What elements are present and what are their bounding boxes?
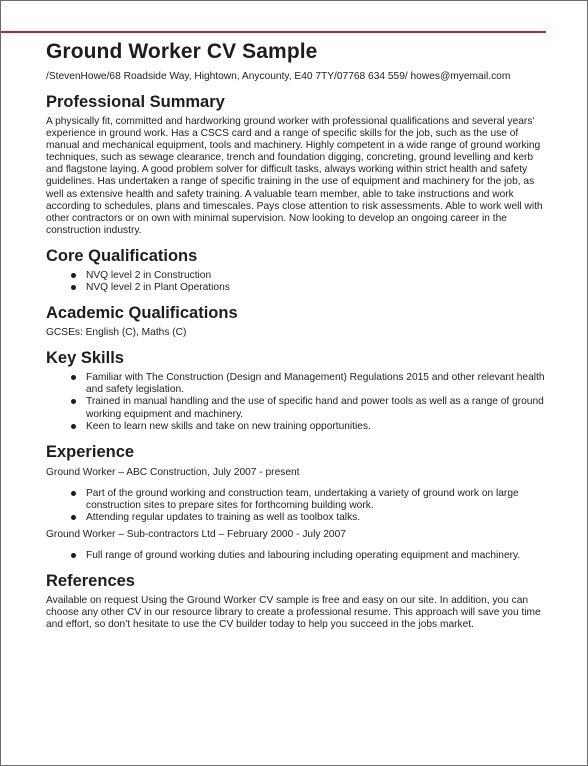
list-item-text: Keen to learn new skills and take on new training opportunities. [86,420,371,432]
header-accent-rule [1,31,546,33]
list-item [86,488,551,512]
list-item-text: Full range of ground working duties and labouring including operating equipment and machinery. [86,549,521,561]
section-heading-summary: Professional Summary [46,93,225,111]
bullet-icon [71,285,76,290]
bullet-icon [71,375,76,380]
list-item [86,270,551,282]
list-item [86,396,551,420]
contact-details: /StevenHowe/68 Roadside Way, Hightown, Anycounty, E40 7TY/07768 634 559/ howes@myemail.com [46,71,511,82]
academic-text: GCSEs: English (C), Maths (C) [46,327,187,339]
bullet-icon [71,491,76,496]
cv-title: Ground Worker CV Sample [46,40,318,63]
bullet-icon [71,399,76,404]
references-text: Available on request Using the Ground Worker CV sample is free and easy on our site. In addition, you can choose any other CV in our resource library to create a professional resume. This approach will save you time and effort, so don’t hesitate to use the CV builder today to help you succeed in the jobs market. [46,595,541,631]
job-duties-list [46,488,551,524]
list-item [86,512,551,524]
section-heading-core: Core Qualifications [46,246,198,265]
bullet-icon [71,553,76,558]
job-title: Ground Worker – Sub-contractors Ltd – February 2000 - July 2007 [46,528,346,540]
cv-content [46,37,551,631]
list-item [86,550,551,562]
bullet-icon [71,424,76,429]
summary-text: A physically fit, committed and hardworking ground worker with professional qualifications and several years' experience in ground work. Has a CSCS card and a range of specific skills for the job, such as the use of manual and mechanical equipment, tools and machinery. Highly competent in a wide range of ground working techniques, such as sewage clearance, trench and foundation digging, concreting, ground levelling and kerb and flagstone laying. A good problem solver for difficult tasks, always working within strict health and safety guidelines. Has undertaken a range of specific training in the use of equipment and machinery for the job, as well as extensive health and safety training. A valuable team member, able to take instructions and work according to schedules, plans and timescales. Pays close attention to risk assessments. Able to work well with other contractors or on own with minimal supervision. Now looking to develop an ongoing career in the construction industry. [46,116,543,236]
list-item [86,421,551,433]
core-qualifications-list [46,270,551,294]
section-heading-references: References [46,572,135,591]
bullet-icon [71,515,76,520]
list-item [86,282,551,294]
job-duties-list [46,550,551,562]
list-item-text: NVQ level 2 in Construction [86,269,212,281]
key-skills-list [46,372,551,432]
section-heading-skills: Key Skills [46,349,124,368]
bullet-icon [71,273,76,278]
list-item-text: NVQ level 2 in Plant Operations [86,282,230,294]
list-item-text: Part of the ground working and construction team, undertaking a variety of ground work on large construction sites to prepare sites for forthcoming building work. [86,487,519,511]
list-item-text: Familiar with The Construction (Design and Management) Regulations 2015 and other relevant health and safety legislation. [86,372,545,396]
section-heading-academic: Academic Qualifications [46,304,238,323]
job-title: Ground Worker – ABC Construction, July 2007 - present [46,466,300,478]
list-item [86,372,551,396]
list-item-text: Attending regular updates to training as well as toolbox talks. [86,511,361,523]
list-item-text: Trained in manual handling and the use of specific hand and power tools as well as a range of ground working equipment and machinery. [86,396,544,420]
section-heading-experience: Experience [46,442,135,461]
